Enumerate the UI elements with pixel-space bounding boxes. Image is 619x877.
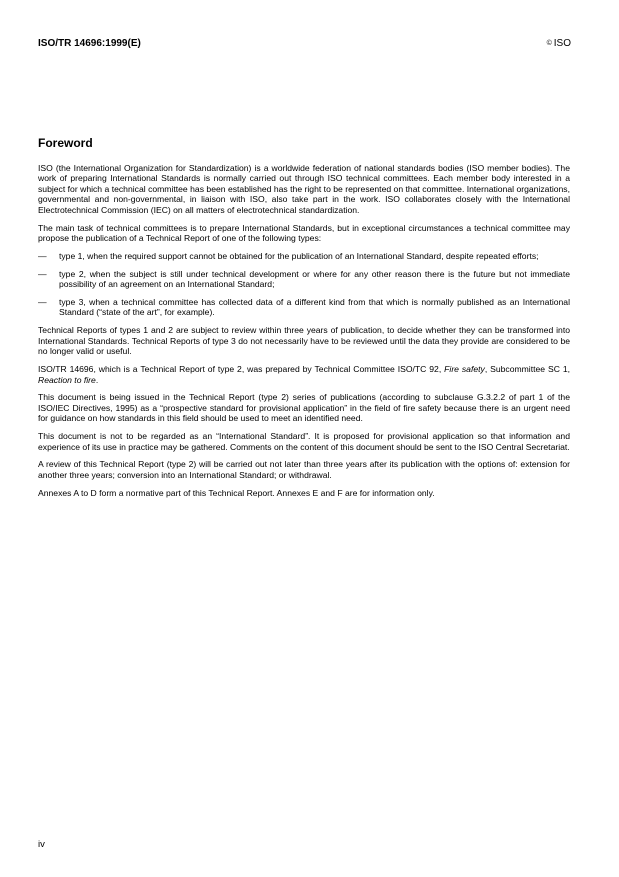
paragraph-review-types: Technical Reports of types 1 and 2 are subject to review within three years of publication, to decide whether they can be transformed into International Standards. Technical Reports of type 3 do not necessarily have to be reviewed until the data they provide are considered to be no longer valid or useful.	[38, 325, 570, 357]
paragraph-not-standard: This document is not to be regarded as an “International Standard”. It is proposed for provisional application so that information and experience of its use in practice may be gathered. Comments on the content of this document should be sent to the ISO Central Secretariat.	[38, 431, 570, 452]
publisher-name: ISO	[553, 38, 571, 49]
list-item-type-3	[38, 297, 570, 318]
list-item-type-2	[38, 269, 570, 290]
list-item-type-1	[38, 251, 570, 261]
subcommittee-title: Reaction to fire	[38, 374, 96, 385]
foreword-body	[38, 163, 570, 506]
list-item-text: type 3, when a technical committee has collected data of a different kind from that which is normally published as an International Standard (“state of the art”, for example).	[59, 297, 570, 318]
prepared-by-text: ISO/TR 14696, which is a Technical Report of type 2, was prepared by Technical Committee ISO/TC 92,	[38, 364, 442, 375]
copyright-notice	[547, 38, 571, 49]
copyright-symbol: ©	[546, 40, 552, 47]
paragraph-prepared-by	[38, 364, 570, 385]
list-dash: —	[38, 250, 47, 261]
page-title: Foreword	[38, 136, 93, 150]
paragraph-main-task: The main task of technical committees is to prepare International Standards, but in exceptional circumstances a technical committee may propose the publication of a Technical Report of one of the following types:	[38, 222, 570, 243]
list-item-text: type 1, when the required support cannot be obtained for the publication of an International Standard, despite repeated efforts;	[59, 250, 539, 261]
subcommittee-text: , Subcommittee SC 1,	[484, 364, 570, 375]
sentence-end: .	[95, 374, 99, 385]
paragraph-iso-intro: ISO (the International Organization for Standardization) is a worldwide federation of national standards bodies (ISO member bodies). The work of preparing International Standards is normally carried out through ISO technical committees. Each member body interested in a subject for which a technical committee has been established has the right to be represented on that committee. International organizations, governmental and non-governmental, in liaison with ISO, also take part in the work. ISO collaborates closely with the International Electrotechnical Commission (IEC) on all matters of electrotechnical standardization.	[38, 163, 570, 215]
paragraph-review-schedule: A review of this Technical Report (type 2) will be carried out not later than three years after its publication with the options of: extension for another three years; conversion into an International Standard; or withdrawal.	[38, 459, 570, 480]
paragraph-series-issue: This document is being issued in the Technical Report (type 2) series of publications (according to subclause G.3.2.2 of part 1 of the ISO/IEC Directives, 1995) as a “prospective standard for provisional application” in the field of fire safety because there is an urgent need for guidance on how standards in this field should be used to meet an identified need.	[38, 392, 570, 424]
paragraph-annexes: Annexes A to D form a normative part of this Technical Report. Annexes E and F are for information only.	[38, 487, 435, 498]
page-number: iv	[38, 839, 45, 850]
list-dash: —	[38, 268, 47, 279]
committee-title: Fire safety	[444, 364, 485, 375]
list-dash: —	[38, 297, 47, 308]
list-item-text: type 2, when the subject is still under technical development or where for any other reason there is the future but not immediate possibility of an agreement on an International Standard;	[59, 268, 570, 290]
document-id: ISO/TR 14696:1999(E)	[38, 38, 141, 49]
